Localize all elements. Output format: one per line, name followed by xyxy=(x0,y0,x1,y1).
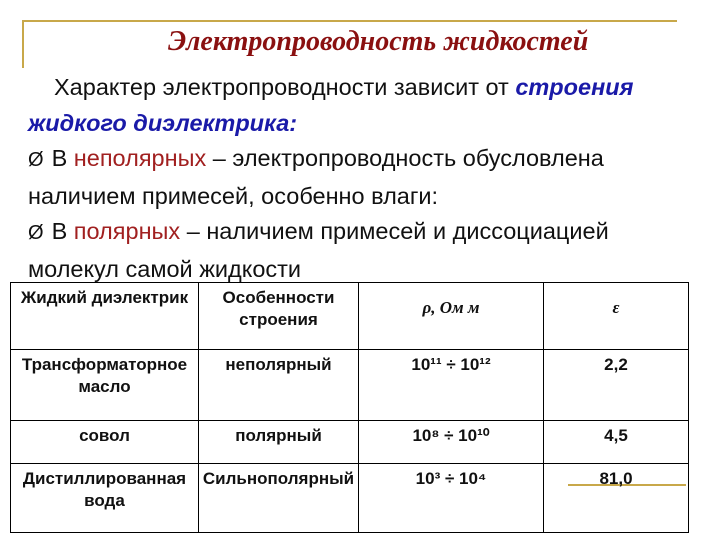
cell-name: Трансформаторное масло xyxy=(11,350,199,421)
cell-name: совол xyxy=(11,421,199,464)
frame-left-line xyxy=(22,20,24,68)
intro-line-2 xyxy=(28,106,708,142)
intro-line-1 xyxy=(28,70,708,106)
header-structure: Особенности строения xyxy=(199,283,359,350)
frame-top-line xyxy=(22,20,677,22)
bullet-2-line-1 xyxy=(28,214,708,252)
table-header-row xyxy=(11,283,689,350)
cell-permittivity: 2,2 xyxy=(544,350,689,421)
cell-structure: неполярный xyxy=(199,350,359,421)
intro-text: Характер электропроводности зависит от xyxy=(54,74,516,100)
bullet-1-rest: – электропроводность обусловлена xyxy=(206,145,604,171)
arrow-bullet-icon: Ø xyxy=(28,222,44,244)
bullet-1-line-1 xyxy=(28,141,708,179)
cell-resistivity: 10⁸ ÷ 10¹⁰ xyxy=(359,421,544,464)
cell-permittivity: 81,0 xyxy=(544,464,689,533)
header-resistivity: ρ, Ом м xyxy=(359,283,544,350)
cell-name: Дистиллированная вода xyxy=(11,464,199,533)
table-row xyxy=(11,464,689,533)
bullet-1-highlight: неполярных xyxy=(73,145,207,171)
intro-emphasis-2: жидкого диэлектрика: xyxy=(28,109,298,136)
cell-structure: полярный xyxy=(199,421,359,464)
body-text xyxy=(28,70,708,287)
cell-resistivity: 10¹¹ ÷ 10¹² xyxy=(359,350,544,421)
bullet-2-line-2: молекул самой жидкости xyxy=(28,255,302,282)
cell-resistivity: 10³ ÷ 10⁴ xyxy=(359,464,544,533)
cell-permittivity: 4,5 xyxy=(544,421,689,464)
properties-table xyxy=(10,282,689,533)
cell-structure: Сильнополярный xyxy=(199,464,359,533)
header-liquid: Жидкий диэлектрик xyxy=(11,283,199,350)
bullet-1-prefix: В xyxy=(51,145,74,171)
header-permittivity: ε xyxy=(544,283,689,350)
bullet-2-highlight: полярных xyxy=(73,218,181,244)
bullet-2-prefix: В xyxy=(51,218,74,244)
arrow-bullet-icon: Ø xyxy=(28,149,44,171)
table-row xyxy=(11,350,689,421)
intro-emphasis-1: строения xyxy=(515,74,634,100)
table-row xyxy=(11,421,689,464)
bullet-2-rest: – наличием примесей и диссоциацией xyxy=(180,218,609,244)
bullet-1-line-2: наличием примесей, особенно влаги: xyxy=(28,182,439,209)
slide-title: Электропроводность жидкостей xyxy=(168,26,589,57)
